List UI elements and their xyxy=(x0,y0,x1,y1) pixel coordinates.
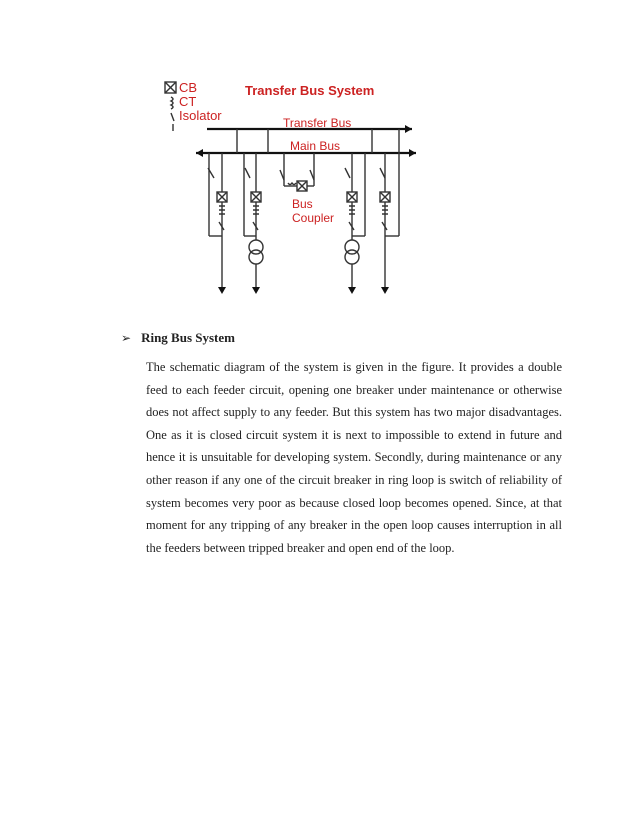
main-bus xyxy=(196,139,416,157)
bullet-arrow-icon: ➢ xyxy=(121,330,132,345)
bus-coupler-label-2: Coupler xyxy=(292,211,335,225)
ct-legend-icon xyxy=(171,97,173,109)
legend-ct-label: CT xyxy=(179,94,197,109)
section-heading xyxy=(121,330,561,346)
bus-coupler xyxy=(280,153,334,225)
cb-legend-icon xyxy=(165,82,176,93)
transfer-bus xyxy=(207,116,412,133)
main-bus-label: Main Bus xyxy=(290,139,341,153)
feeder-4 xyxy=(380,153,399,294)
section-heading-text: Ring Bus System xyxy=(141,330,235,345)
feeder-3 xyxy=(345,153,365,294)
feeder-2 xyxy=(244,153,263,294)
transfer-bus-label: Transfer Bus xyxy=(283,116,352,130)
transfer-bus-diagram xyxy=(0,0,638,320)
isolator-legend-icon xyxy=(171,113,174,131)
feeder-1 xyxy=(208,153,227,294)
bus-coupler-label-1: Bus xyxy=(292,197,313,211)
legend-isolator-label: Isolator xyxy=(179,108,222,123)
section-paragraph: The schematic diagram of the system is given in the figure. It provides a double feed to each feeder circuit, opening one breaker under maintenance or otherwise does not affect supply to any feeder. But this system has two major disadvantages. One as it is closed circuit system it is next to impossible to extend in future and hence it is unsuitable for developing system. Secondly, during maintenance or any other reason if any one of the circuit breaker in ring loop is switch of reliability of system becomes very poor as because closed loop becomes opened. Since, at that moment for any tripping of any breaker in the open loop causes interruption in all the feeders between tripped breaker and open end of the loop. xyxy=(146,360,562,555)
legend-cb-label: CB xyxy=(179,80,198,95)
diagram-title: Transfer Bus System xyxy=(245,83,375,98)
legend xyxy=(165,80,222,131)
